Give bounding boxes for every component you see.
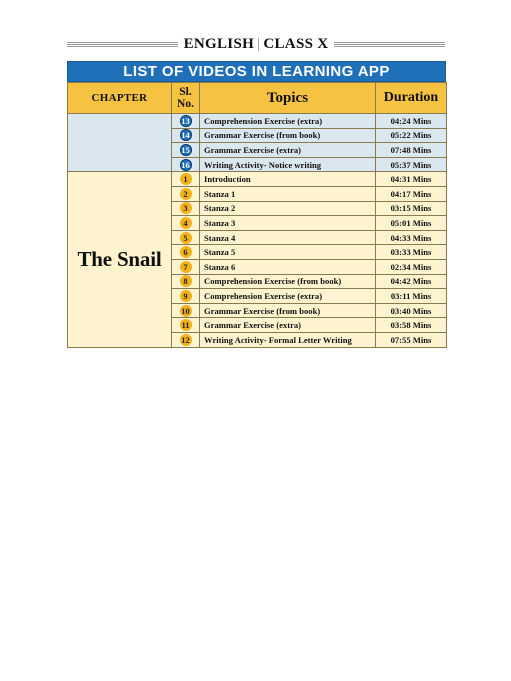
topic-cell: Comprehension Exercise (from book) [200, 274, 376, 289]
sl-no-badge: 7 [180, 261, 192, 273]
duration-cell: 04:33 Mins [376, 230, 447, 245]
chapter-title: The Snail [77, 246, 162, 271]
sl-no-badge: 2 [180, 188, 192, 200]
topic-cell: Stanza 5 [200, 245, 376, 260]
sl-no-badge: 5 [180, 232, 192, 244]
sl-no-cell [172, 274, 200, 289]
column-header-topics: Topics [200, 83, 376, 114]
topic-cell: Stanza 2 [200, 201, 376, 216]
sl-no-cell [172, 245, 200, 260]
video-list-table [67, 61, 446, 348]
sl-no-badge: 6 [180, 246, 192, 258]
subject-label: ENGLISH [183, 35, 255, 52]
sl-no-cell [172, 303, 200, 318]
topic-cell: Grammar Exercise (from book) [200, 303, 376, 318]
topic-cell: Writing Activity- Notice writing [200, 157, 376, 172]
topic-cell: Introduction [200, 172, 376, 187]
sl-no-cell [172, 201, 200, 216]
topic-cell: Grammar Exercise (extra) [200, 318, 376, 333]
topic-cell: Stanza 3 [200, 216, 376, 231]
sl-no-cell [172, 128, 200, 143]
topic-cell: Writing Activity- Formal Letter Writing [200, 332, 376, 347]
sl-header-line2: No. [177, 98, 194, 110]
header-rule-right [334, 42, 445, 47]
duration-cell: 03:40 Mins [376, 303, 447, 318]
duration-cell: 07:55 Mins [376, 332, 447, 347]
sl-no-cell [172, 143, 200, 158]
header-separator: | [257, 35, 261, 52]
header-rule-left [67, 42, 178, 47]
topic-cell: Stanza 6 [200, 259, 376, 274]
duration-cell: 03:15 Mins [376, 201, 447, 216]
sl-no-cell [172, 332, 200, 347]
duration-cell: 05:22 Mins [376, 128, 447, 143]
topic-cell: Grammar Exercise (from book) [200, 128, 376, 143]
page-header [67, 34, 445, 54]
header-title [178, 36, 335, 53]
sl-no-badge: 4 [180, 217, 192, 229]
duration-cell: 04:31 Mins [376, 172, 447, 187]
duration-cell: 04:24 Mins [376, 114, 447, 129]
sl-no-badge: 14 [181, 130, 190, 141]
duration-cell: 07:48 Mins [376, 143, 447, 158]
sl-no-badge: 10 [181, 305, 190, 316]
sl-no-cell [172, 114, 200, 129]
topic-cell: Stanza 1 [200, 186, 376, 201]
column-header-sl-no [172, 83, 200, 114]
sl-no-badge: 11 [181, 320, 190, 331]
sl-no-cell [172, 230, 200, 245]
topic-cell: Grammar Exercise (extra) [200, 143, 376, 158]
sl-no-badge: 3 [180, 202, 192, 214]
duration-cell: 04:42 Mins [376, 274, 447, 289]
duration-cell: 02:34 Mins [376, 259, 447, 274]
sl-no-cell [172, 157, 200, 172]
sl-no-badge: 16 [181, 159, 190, 170]
duration-cell: 04:17 Mins [376, 186, 447, 201]
sl-no-cell [172, 172, 200, 187]
class-label: CLASS X [263, 35, 329, 52]
column-header-duration: Duration [376, 83, 447, 114]
table-row [68, 172, 447, 187]
duration-cell: 05:01 Mins [376, 216, 447, 231]
sl-no-badge: 8 [180, 275, 192, 287]
sl-no-badge: 9 [180, 290, 192, 302]
sl-no-badge: 1 [180, 173, 192, 185]
video-table [67, 82, 447, 348]
sl-header-line1: Sl. [179, 86, 192, 98]
duration-cell: 03:11 Mins [376, 289, 447, 304]
topic-cell: Comprehension Exercise (extra) [200, 289, 376, 304]
column-header-chapter: CHAPTER [68, 83, 172, 114]
chapter-cell [68, 172, 172, 347]
sl-no-badge: 12 [181, 334, 190, 345]
chapter-cell [68, 114, 172, 172]
duration-cell: 03:33 Mins [376, 245, 447, 260]
duration-cell: 05:37 Mins [376, 157, 447, 172]
duration-cell: 03:58 Mins [376, 318, 447, 333]
table-banner: LIST OF VIDEOS IN LEARNING APP [67, 61, 446, 82]
table-row [68, 114, 447, 129]
sl-no-cell [172, 318, 200, 333]
sl-no-cell [172, 186, 200, 201]
topic-cell: Stanza 4 [200, 230, 376, 245]
sl-no-badge: 15 [181, 145, 190, 155]
sl-no-badge: 13 [181, 115, 190, 126]
sl-no-cell [172, 216, 200, 231]
topic-cell: Comprehension Exercise (extra) [200, 114, 376, 129]
table-header-row [68, 83, 447, 114]
sl-no-cell [172, 259, 200, 274]
sl-no-cell [172, 289, 200, 304]
